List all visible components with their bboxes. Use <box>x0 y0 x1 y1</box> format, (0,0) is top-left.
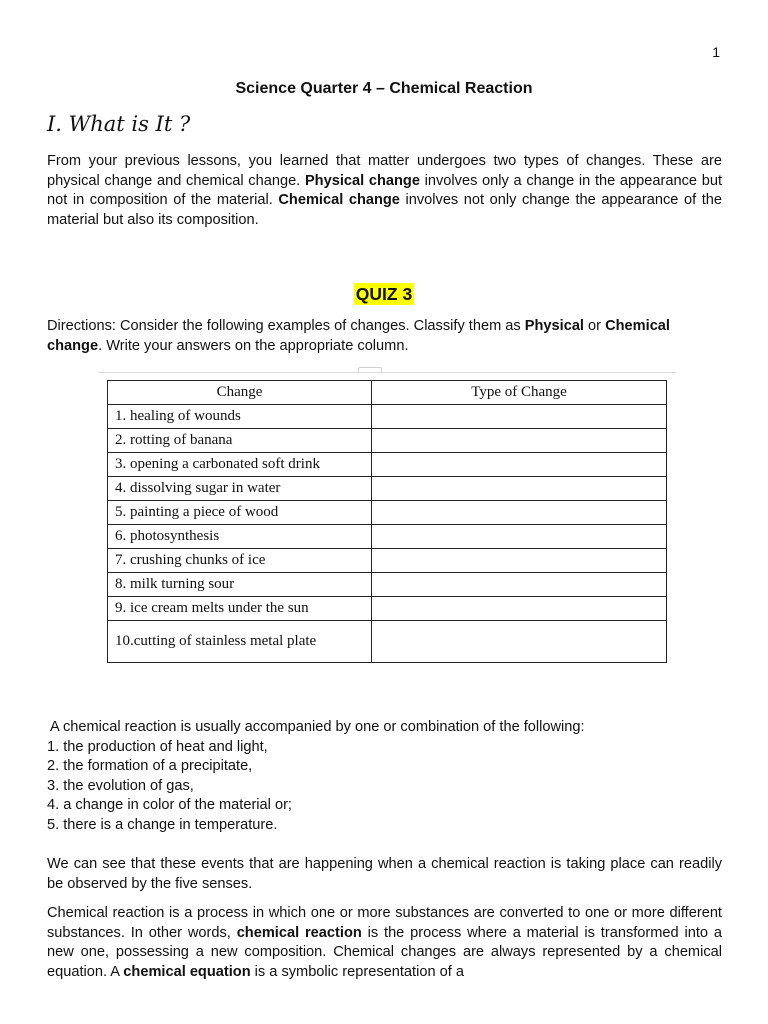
intro-paragraph: From your previous lessons, you learned that matter undergoes two types of changes. These are physical change and chemical change. Physical change involves only a change in the appearance but not in composition of the material. Chemical change involves not only change the appearance of the material but also its composition. <box>47 153 723 228</box>
table-row <box>108 549 667 573</box>
quiz-directions: Directions: Consider the following examples of changes. Classify them as Physical or Chemical change. Write your answers on the appropriate column. <box>47 318 670 354</box>
answer-cell[interactable] <box>372 453 667 477</box>
column-header-change: Change <box>108 381 372 405</box>
answer-cell[interactable] <box>372 477 667 501</box>
table-move-handle[interactable] <box>358 367 382 372</box>
chemical-reaction-term: chemical reaction <box>236 924 362 941</box>
list-item: 2. the formation of a precipitate, <box>47 758 253 775</box>
change-cell: 10.cutting of stainless metal plate <box>108 621 372 663</box>
change-cell: 3. opening a carbonated soft drink <box>108 453 372 477</box>
accompaniment-section <box>47 718 722 836</box>
table-row <box>108 597 667 621</box>
answer-cell[interactable] <box>372 621 667 663</box>
list-item: 1. the production of heat and light, <box>47 738 268 755</box>
change-cell: 7. crushing chunks of ice <box>108 549 372 573</box>
table-row <box>108 525 667 549</box>
answer-cell[interactable] <box>372 501 667 525</box>
document-title: Science Quarter 4 – Chemical Reaction <box>235 80 533 97</box>
answer-cell[interactable] <box>372 549 667 573</box>
quiz-heading <box>0 283 768 305</box>
section-heading: I. What is It ? <box>47 112 191 136</box>
answer-cell[interactable] <box>372 525 667 549</box>
table-row <box>108 621 667 663</box>
definition-paragraph: Chemical reaction is a process in which one or more substances are converted to one or more different substances. In other words, chemical reaction is the process where a material is transformed into a new one, possessing a new composition. Chemical changes are always represented by a chemical equation. A chemical equation is a symbolic representation of a <box>47 905 722 980</box>
physical-change-term: Physical change <box>304 172 420 189</box>
quiz-table <box>107 380 667 663</box>
change-cell: 5. painting a piece of wood <box>108 501 372 525</box>
column-header-type: Type of Change <box>372 381 667 405</box>
table-row <box>108 501 667 525</box>
table-row <box>108 405 667 429</box>
table-top-rule <box>98 372 676 373</box>
table-row <box>108 453 667 477</box>
chemical-change-term: Chemical change <box>278 192 400 209</box>
page-number: 1 <box>712 44 720 60</box>
quiz-label: QUIZ 3 <box>355 284 413 304</box>
answer-cell[interactable] <box>372 405 667 429</box>
change-cell: 1. healing of wounds <box>108 405 372 429</box>
table-header-row <box>108 381 667 405</box>
list-item: 5. there is a change in temperature. <box>47 816 278 833</box>
change-cell: 9. ice cream melts under the sun <box>108 597 372 621</box>
change-cell: 8. milk turning sour <box>108 573 372 597</box>
answer-cell[interactable] <box>372 429 667 453</box>
change-cell: 2. rotting of banana <box>108 429 372 453</box>
change-cell: 4. dissolving sugar in water <box>108 477 372 501</box>
table-row <box>108 429 667 453</box>
accompaniment-intro: A chemical reaction is usually accompanied by one or combination of the following: <box>50 719 585 735</box>
change-cell: 6. photosynthesis <box>108 525 372 549</box>
accompaniment-list <box>47 738 722 836</box>
table-row <box>108 477 667 501</box>
table-row <box>108 573 667 597</box>
answer-cell[interactable] <box>372 597 667 621</box>
answer-cell[interactable] <box>372 573 667 597</box>
observation-paragraph: We can see that these events that are happening when a chemical reaction is taking place can readily be observed by the five senses. <box>47 856 722 892</box>
list-item: 4. a change in color of the material or; <box>47 797 292 814</box>
list-item: 3. the evolution of gas, <box>47 777 194 794</box>
chemical-equation-term: chemical equation <box>123 963 251 980</box>
